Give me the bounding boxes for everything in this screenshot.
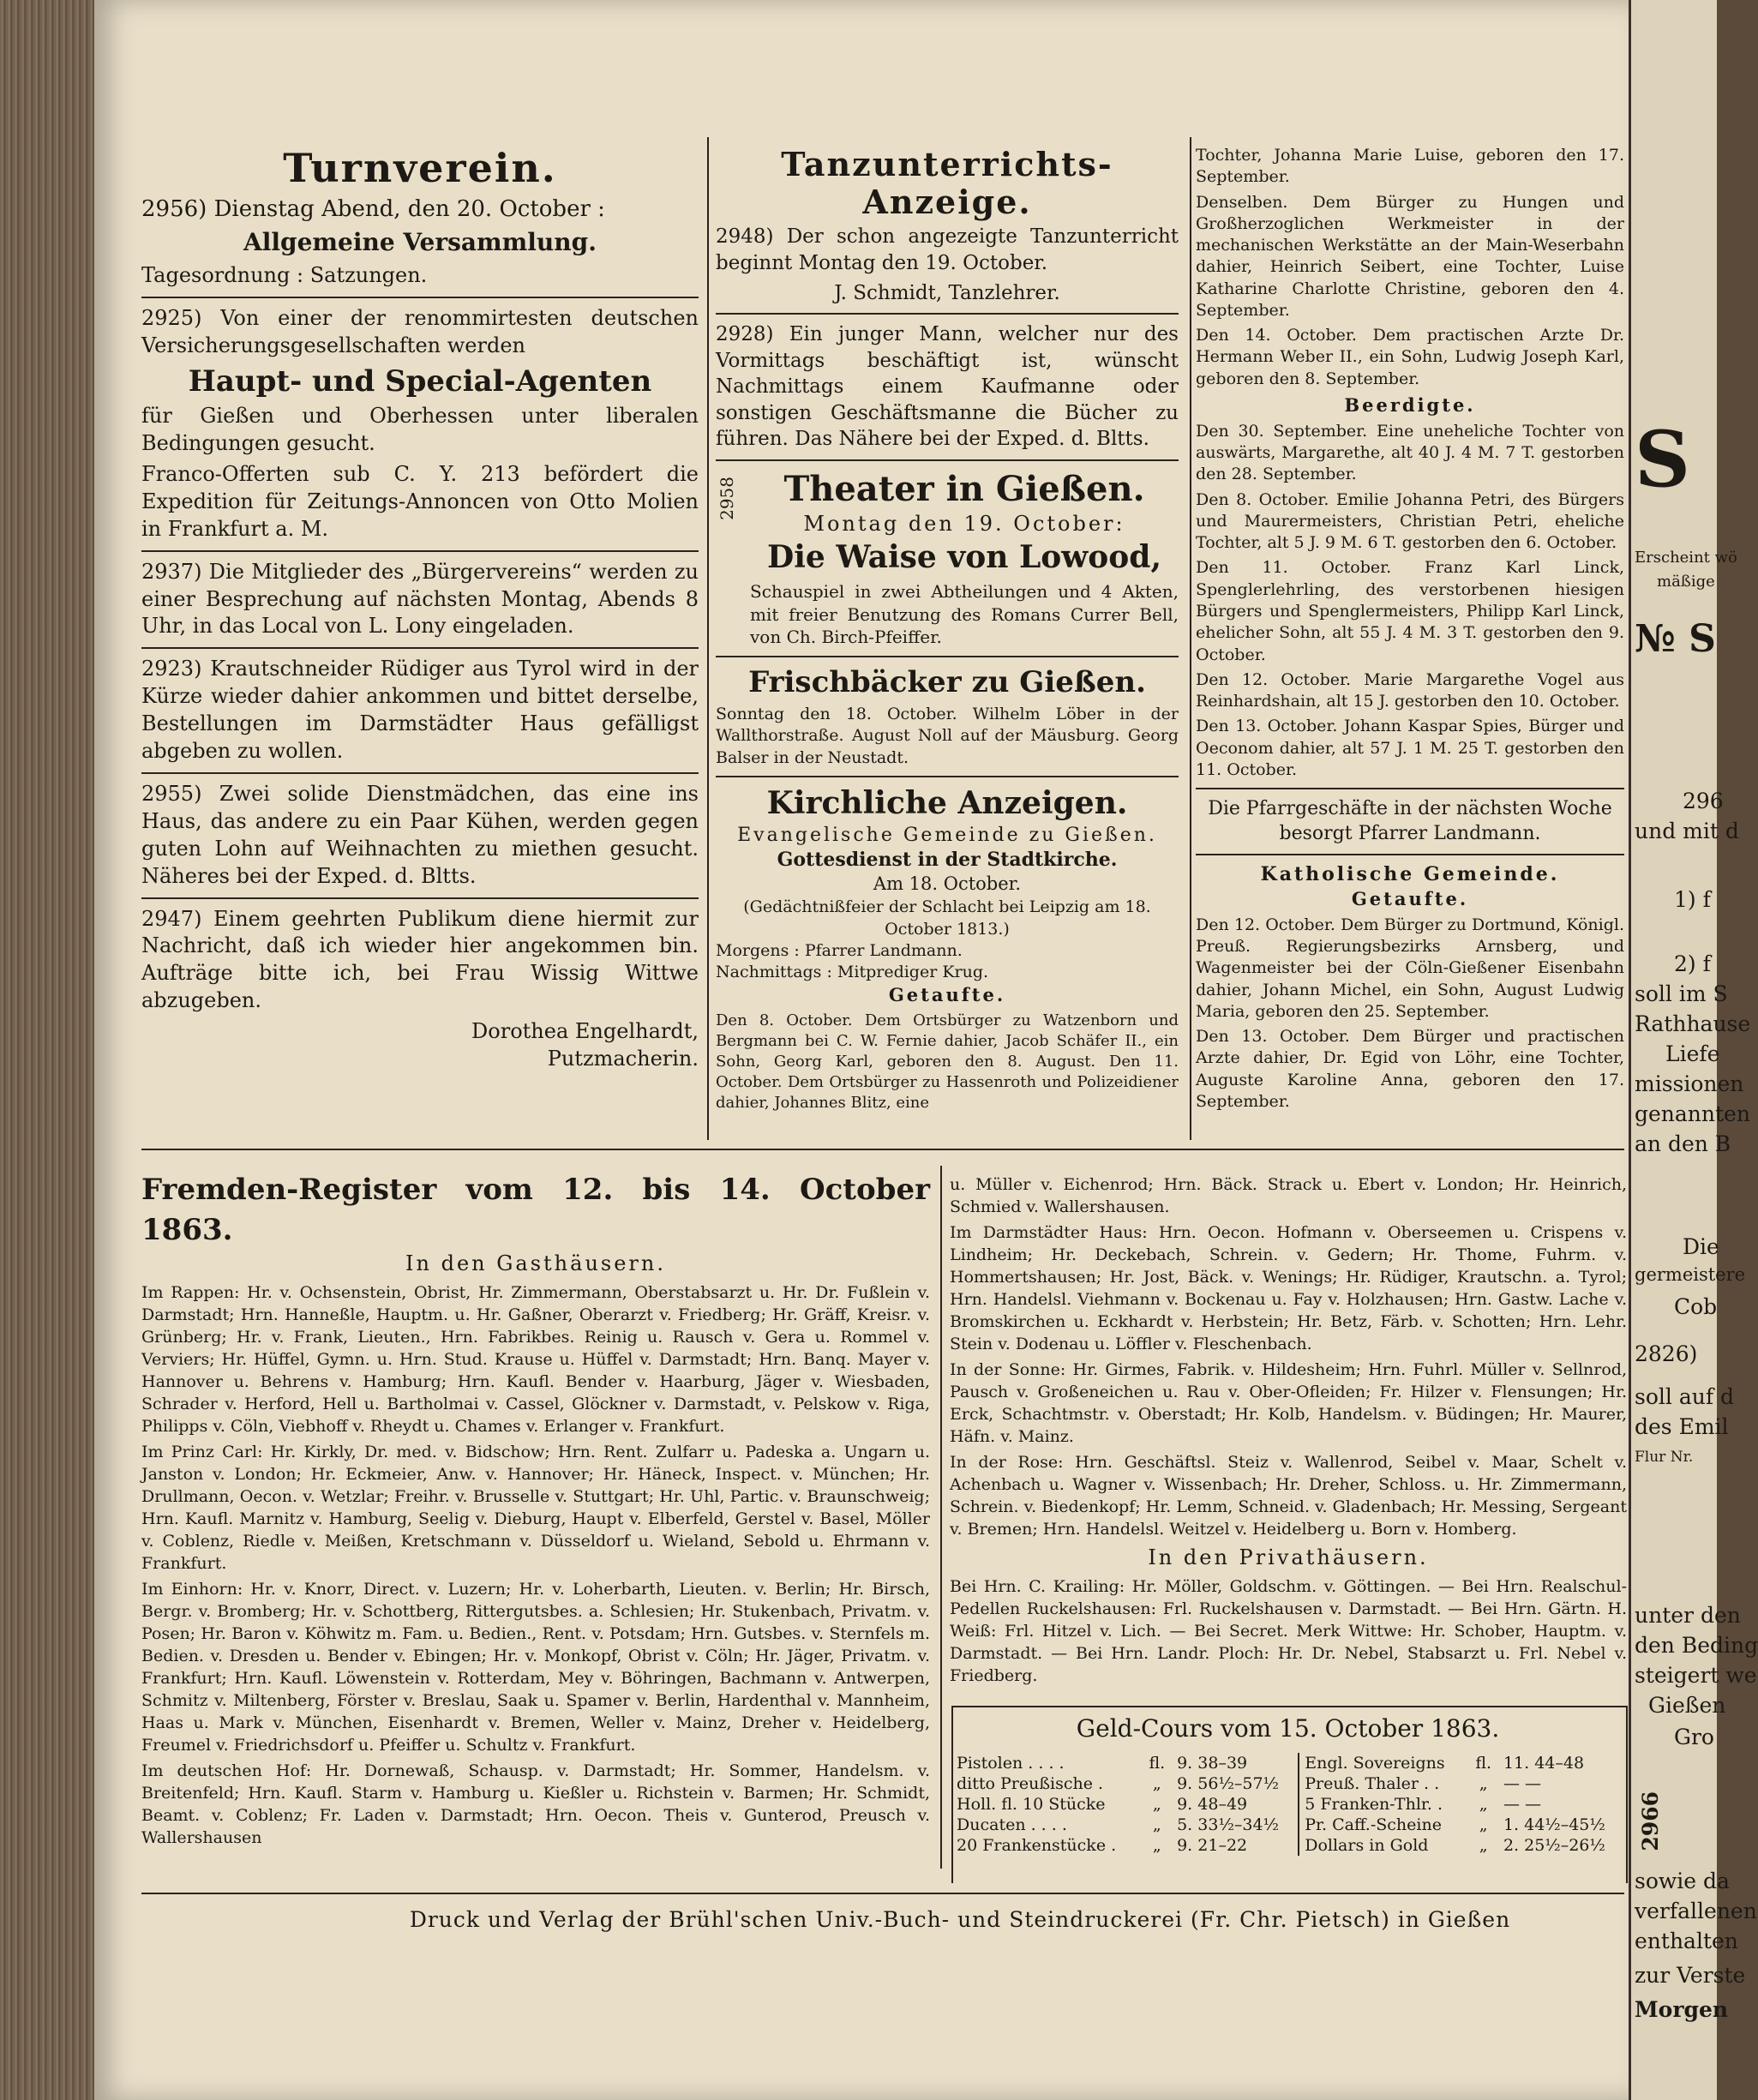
np-line: an den B: [1635, 1131, 1731, 1156]
fremden-privathaeuser: In den Privathäusern.: [1148, 1545, 1429, 1570]
geld-cell: „: [1479, 1836, 1488, 1855]
fremden-title: Fremden-Register vom 12. bis 14. October 1863.: [141, 1173, 930, 1247]
ad-2925-intro: 2925) Von einer der renommirtesten deutschen Versicherungsgesellschaften werden: [141, 305, 699, 357]
divider: [141, 647, 699, 649]
fremden-prinz-carl: Im Prinz Carl: Hr. Kirkly, Dr. med. v. Bidschow; Hrn. Rent. Zulfarr u. Padeska a. Ungarn u. Janston v. London; Hr. Eckmeier, Anw. v. Hannover; Hr. Häneck, Inspect. v. München; Hr. Drullmann, Oecon. v. Wetzlar; Freihr. v. Brusselle v. Stuttgart; Hr. Uhl, Partic. v. Braunschweig; Hrn. Kaufl. Marnitz v. Hamburg, Seelig v. Dieburg, Haupt v. Elberfeld, Gerstel v. Basel, Möller v. Coblenz, Riedle v. Meißen, Kretschmann v. Düsseldorf u. Wieland, Sebold u. Ehrmann v. Frankfurt.: [141, 1443, 930, 1574]
fremden-darmstaedter-haus: Im Darmstädter Haus: Hrn. Oecon. Hofmann v. Oberseemen u. Crispens v. Lindheim; Hr. Deckebach, Schrein. v. Gedern; Hr. Thome, Fuhrm. v. Hommertshausen; Hr. Jost, Bäck. v. Wenings; Hr. Rüdiger, Krautschn. a. Tyrol; Hrn. Handelsl. Viehmann v. Bockenau u. Fay v. Holzhausen; Hrn. Gastw. Lache v. Bromskirchen u. Eckhardt v. Herbstein; Hr. Betz, Färb. v. Schotten; Hrn. Lehr. Stein v. Dodenau u. Löffler v. Fleschenbach.: [950, 1223, 1627, 1354]
geld-cell: „: [1152, 1815, 1161, 1834]
turnverein-date: 2956) Dienstag Abend, den 20. October :: [141, 195, 605, 222]
geld-row: [951, 1794, 1624, 1815]
np-big: S: [1635, 414, 1690, 505]
geld-cell: fl.: [1149, 1754, 1166, 1773]
ad-2947-signature-title: Putzmacherin.: [547, 1047, 699, 1071]
turnverein-agenda: Tagesordnung : Satzungen.: [141, 262, 428, 287]
np-line: steigert we: [1635, 1663, 1757, 1688]
column-divider: [707, 137, 709, 1140]
np-line: soll auf d: [1635, 1384, 1735, 1409]
geld-cours-title: Geld-Cours vom 15. October 1863.: [1076, 1714, 1500, 1743]
np-line: 296: [1683, 789, 1724, 813]
np-line: unter den: [1635, 1603, 1741, 1628]
geld-cell: 9. 48–49: [1172, 1794, 1299, 1815]
ad-2925-contact: Franco-Offerten sub C. Y. 213 befördert die Expedition für Zeitungs-Annoncen von Otto Molien in Frankfurt a. M.: [141, 461, 699, 541]
frisch-text: Sonntag den 18. October. Wilhelm Löber in der Wallthorstraße. August Noll auf der Mäusburg. Georg Balser in der Neustadt.: [716, 705, 1179, 767]
geld-cell: 11. 44–48: [1503, 1754, 1585, 1773]
fremden-gasthaeuser: In den Gasthäusern.: [405, 1251, 666, 1276]
fremden-register-left: [141, 1170, 930, 1852]
geld-row: [951, 1835, 1624, 1856]
column-2: [716, 146, 1179, 1117]
geld-row: [951, 1753, 1624, 1773]
divider: [1196, 854, 1624, 855]
divider: [716, 656, 1179, 657]
geld-cell: „: [1152, 1836, 1161, 1855]
np-line: soll im S: [1635, 981, 1728, 1006]
geld-row: [951, 1815, 1624, 1835]
theater-play: Die Waise von Lowood,: [766, 538, 1162, 575]
col3-p2: Denselben. Dem Bürger zu Hungen und Großherzoglichen Werkmeister in der mechanischen Werkstätte an der Main-Weserbahn dahier, Heinrich Seibert, eine Tochter, Luise Katharine Charlotte Christine, geboren den 4. September.: [1196, 192, 1624, 320]
theater-number: 2958: [717, 477, 737, 520]
divider: [1196, 788, 1624, 789]
geld-cell: ditto Preußische .: [957, 1774, 1104, 1793]
footer-divider: [141, 1893, 1624, 1894]
geld-cell: — —: [1503, 1795, 1541, 1814]
np-line: № S: [1635, 617, 1716, 661]
ad-2937: 2937) Die Mitglieder des „Bürgervereins“ werden zu einer Besprechung auf nächsten Montag, Abends 8 Uhr, in das Local von L. Lony eingeladen.: [141, 559, 699, 639]
fremden-register-right: [950, 1170, 1627, 1690]
kirch-feier: (Gedächtnißfeier der Schlacht bei Leipzig am 18. October 1813.): [743, 897, 1151, 939]
divider: [716, 459, 1179, 461]
kirch-nachmittags: Nachmittags : Mitprediger Krug.: [716, 963, 989, 982]
ad-2925-headline: Haupt- und Special-Agenten: [188, 363, 652, 399]
np-line: germeistere: [1635, 1264, 1746, 1285]
kath-getaufte: Getaufte.: [1351, 887, 1469, 909]
np-line: mäßige: [1657, 573, 1715, 591]
kirch-getaufte: Getaufte.: [888, 984, 1006, 1006]
geld-cell: 1. 44½–45½: [1503, 1815, 1605, 1834]
geld-cell: 2. 25½–26½: [1503, 1836, 1605, 1855]
geld-cell: „: [1152, 1774, 1161, 1793]
geld-cours-table: [951, 1753, 1624, 1856]
geld-cell: 9. 21–22: [1172, 1835, 1299, 1856]
np-line: missionen: [1635, 1071, 1744, 1096]
beerdigte-5: Den 13. October. Johann Kaspar Spies, Bürger und Oeconom dahier, alt 57 J. 1 M. 25 T. gestorben den 11. October.: [1196, 717, 1624, 779]
geld-cell: 20 Frankenstücke .: [957, 1836, 1117, 1855]
ad-2928: 2928) Ein junger Mann, welcher nur des Vormittags beschäftigt ist, wünscht Nachmittags einem Kaufmanne oder sonstigen Geschäftsmanne die Bücher zu führen. Das Nähere bei der Exped. d. Bltts.: [716, 323, 1179, 451]
beerdigte-2: Den 8. October. Emilie Johanna Petri, des Bürgers und Maurermeisters, Christian Petri, eheliche Tochter, alt 5 J. 9 M. 6 T. gestorben den 6. October.: [1196, 489, 1624, 553]
geld-cell: fl.: [1475, 1754, 1492, 1773]
tanz-signature: J. Schmidt, Tanzlehrer.: [834, 281, 1060, 304]
geld-cell: Ducaten . . . .: [957, 1815, 1067, 1834]
tanz-text: 2948) Der schon angezeigte Tanzunterricht beginnt Montag den 19. October.: [716, 225, 1179, 274]
fremden-cont: u. Müller v. Eichenrod; Hrn. Bäck. Strack u. Ebert v. London; Hr. Heinrich, Schmied v. Wallershausen.: [950, 1175, 1627, 1217]
section-divider: [141, 1149, 1624, 1150]
divider: [141, 897, 699, 899]
theater-desc: Schauspiel in zwei Abtheilungen und 4 Akten, mit freier Benutzung des Romans Currer Bell, von Ch. Birch-Pfeiffer.: [750, 580, 1179, 648]
kirch-morgens: Morgens : Pfarrer Landmann.: [716, 940, 963, 960]
geld-cell: Engl. Sovereigns: [1305, 1754, 1445, 1773]
theater-date: Montag den 19. October:: [803, 512, 1125, 536]
theater-notice: [716, 468, 1179, 649]
ad-2923: 2923) Krautschneider Rüdiger aus Tyrol wird in der Kürze wieder dahier ankommen und bittet derselbe, Bestellungen im Darmstädter Haus gefälligst abgeben zu wollen.: [141, 657, 699, 764]
turnverein-meeting: Allgemeine Versammlung.: [243, 228, 597, 257]
np-line: den Beding: [1635, 1633, 1758, 1658]
beerdigte-heading: Beerdigte.: [1344, 393, 1476, 416]
np-line: 2) f: [1674, 951, 1711, 976]
frisch-title: Frischbäcker zu Gießen.: [748, 664, 1146, 699]
kirch-getaufte-text: Den 8. October. Dem Ortsbürger zu Watzenborn und Bergmann bei C. W. Fernie dahier, Jacob Schäfer II., ein Sohn, Georg Karl, geboren den 8. August. Den 11. October. Dem Ortsbürger zu Hassenroth und Polizeidiener dahier, Johannes Blitz, eine: [716, 1011, 1179, 1113]
np-line: Rathhause: [1635, 1011, 1751, 1036]
ad-2955: 2955) Zwei solide Dienstmädchen, das eine ins Haus, das andere zu ein Paar Kühen, werden gegen guten Lohn auf Weihnachten zu miethen gesucht. Näheres bei der Exped. d. Bltts.: [141, 781, 699, 888]
geld-cell: Dollars in Gold: [1305, 1836, 1429, 1855]
turnverein-title: Turnverein.: [283, 145, 557, 191]
np-line: Flur Nr.: [1635, 1449, 1694, 1466]
geld-cell: „: [1479, 1774, 1488, 1793]
kirch-title: Kirchliche Anzeigen.: [766, 784, 1128, 821]
kirch-gemeinde: Evangelische Gemeinde zu Gießen.: [737, 824, 1157, 846]
fremden-rappen: Im Rappen: Hr. v. Ochsenstein, Obrist, Hr. Zimmermann, Oberstabsarzt u. Hr. Dr. Fußlein v. Darmstadt; Hrn. Hanneßle, Hauptm. u. Hr. Gaßner, Oberarzt v. Friedberg; Hr. Gräff, Kreisr. v. Grünberg; Hr. v. Frank, Lieuten., Hrn. Fabrikbes. Reinig u. Rausch v. Gera u. Rommel v. Verviers; Hr. Hüffel, Gymn. u. Hrn. Stud. Krause u. Hüffel v. Darmstadt; Hrn. Banq. Mayer v. Hannover u. Behrens v. Hamburg; Hrn. Kaufl. Bender v. Haarburg, Jäger v. Wiesbaden, Schrader v. Herford, Hell u. Bartholmai v. Cassel, Glöckner v. Darmstadt, v. Pelskow v. Riga, Philipps v. Cöln, Viebhoff v. Rheydt u. Chames v. Erlanger v. Frankfurt.: [141, 1283, 930, 1437]
book-page-edges: [0, 0, 101, 2100]
fremden-rose: In der Rose: Hrn. Geschäftsl. Steiz v. Wallenrod, Seibel v. Maar, Schelt v. Achenbach u. Wagner v. Wissenbach; Hr. Dreher, Schloss. u. Hr. Zimmermann, Schrein. v. Biedenkopf; Hr. Lemm, Schneid. v. Gladenbach; Hr. Messing, Sergeant v. Bremen; Hrn. Handelsl. Weitzel v. Heidelberg u. Born v. Homberg.: [950, 1453, 1627, 1539]
geld-cell: Pr. Caff.-Scheine: [1305, 1815, 1442, 1834]
beerdigte-3: Den 11. October. Franz Karl Linck, Spenglerlehrling, des verstorbenen hiesigen Bürgers und Spenglermeisters, Philipp Karl Linck, ehelicher Sohn, alt 55 J. 4 M. 3 T. gestorben den 9. October.: [1196, 558, 1624, 664]
np-line: enthalten: [1635, 1929, 1738, 1953]
geld-row: [951, 1773, 1624, 1794]
fremden-einhorn: Im Einhorn: Hr. v. Knorr, Direct. v. Luzern; Hr. v. Loherbarth, Lieuten. v. Berlin; Hr. Birsch, Bergr. v. Bromberg; Hr. v. Schottberg, Rittergutsbes. a. Schlesien; Hr. Stukenbach, Privatm. v. Posen; Hr. Baron v. Köhwitz m. Fam. u. Bedien., Rent. v. Potsdam; Hrn. Gutsbes. v. Sternfels m. Bedien. v. Dresden u. Bender v. Ebingen; Hr. v. Monkopf, Obrist v. Cöln; Hr. Jäger, Privatm. v. Frankfurt; Hrn. Kaufl. Löwenstein v. Rotterdam, Mey v. Böhringen, Bachmann v. Antwerpen, Schmitz v. Miltenberg, Förster v. Breslau, Saak u. Spamer v. Berlin, Hardenthal v. Mannheim, Haas u. Mark v. München, Eisenhardt v. Bremen, Weller v. Mainz, Dreher v. Heidelberg, Freumel v. Friedrichsdorf u. Pfeiffer u. Schultz v. Frankfurt.: [141, 1580, 930, 1755]
np-line: und mit d: [1635, 819, 1739, 843]
divider: [141, 550, 699, 552]
theater-title: Theater in Gießen.: [783, 469, 1145, 509]
column-divider: [1190, 137, 1191, 1140]
divider: [716, 313, 1179, 315]
geld-cell: „: [1479, 1795, 1488, 1814]
np-line: 2966: [1638, 1791, 1663, 1851]
ad-2925-body: für Gießen und Oberhessen unter liberalen Bedingungen gesucht.: [141, 404, 699, 455]
col3-p3: Den 14. October. Dem practischen Arzte Dr. Hermann Weber II., ein Sohn, Ludwig Joseph Karl, geboren den 8. September.: [1196, 326, 1624, 388]
ad-2947-signature-name: Dorothea Engelhardt,: [471, 1019, 699, 1044]
np-line: 1) f: [1674, 887, 1711, 912]
geld-cell: 5 Franken-Thlr. .: [1305, 1795, 1443, 1814]
np-line: 2826): [1635, 1341, 1698, 1366]
adjacent-page: [1629, 0, 1758, 2100]
tanz-title: Tanzunterrichts-Anzeige.: [781, 145, 1113, 221]
kirch-gottesdienst: Gottesdienst in der Stadtkirche.: [777, 849, 1118, 872]
geld-cell: Holl. fl. 10 Stücke: [957, 1795, 1106, 1814]
np-line: genannten: [1635, 1101, 1750, 1126]
beerdigte-4: Den 12. October. Marie Margarethe Vogel aus Reinhardshain, alt 15 J. gestorben den 10. October.: [1196, 669, 1624, 711]
geld-cell: 9. 56½–57½: [1172, 1773, 1299, 1794]
np-line: zur Verste: [1635, 1963, 1746, 1988]
geld-cell: — —: [1503, 1774, 1541, 1793]
divider: [141, 772, 699, 774]
ad-2947: 2947) Einem geehrten Publikum diene hiermit zur Nachricht, daß ich wieder hier angekommen bin. Aufträge bitte ich, bei Frau Wissig Wittwe abzugeben.: [141, 906, 699, 1013]
geld-cell: „: [1479, 1815, 1488, 1834]
geld-cell: Preuß. Thaler . .: [1305, 1774, 1440, 1793]
np-line: verfallenen: [1635, 1899, 1757, 1923]
imprint: Druck und Verlag der Brühl'schen Univ.-Buch- und Steindruckerei (Fr. Chr. Pietsch) in Gießen: [409, 1907, 1511, 1932]
divider: [141, 297, 699, 298]
kath-heading: Katholische Gemeinde.: [1260, 862, 1560, 885]
column-divider: [940, 1166, 942, 1869]
np-line: Cob: [1674, 1294, 1718, 1319]
geld-cell: 5. 33½–34½: [1172, 1815, 1299, 1835]
beerdigte-1: Den 30. September. Eine uneheliche Tochter von auswärts, Margarethe, alt 40 J. 4 M. 7 T. gestorben den 28. September.: [1196, 421, 1624, 484]
np-line: Gießen: [1648, 1693, 1726, 1718]
column-1: [141, 146, 699, 1073]
geld-cell: Pistolen . . . .: [957, 1754, 1065, 1773]
np-line: Die: [1683, 1234, 1719, 1259]
column-3: [1196, 141, 1624, 1116]
np-line: Morgen: [1635, 1997, 1729, 2022]
fremden-sonne: In der Sonne: Hr. Girmes, Fabrik. v. Hildesheim; Hrn. Fuhrl. Müller v. Sellnrod, Pausch v. Großeneichen u. Rau v. Ober-Ofleiden; Fr. Hilzer v. Flensungen; Hr. Erck, Schachtmstr. v. Oberstadt; Hr. Kolb, Handelsm. v. Büdingen; Hr. Maurer, Häfn. v. Mainz.: [950, 1360, 1627, 1447]
np-line: Gro: [1674, 1725, 1714, 1749]
divider: [716, 776, 1179, 777]
kirch-date: Am 18. October.: [873, 873, 1022, 895]
fremden-privat-text: Bei Hrn. C. Krailing: Hr. Möller, Goldschm. v. Göttingen. — Bei Hrn. Realschul-Pedellen Ruckelshausen: Frl. Ruckelshausen v. Darmstadt. — Bei Hrn. Gärtn. H. Weiß: Frl. Hitzel v. Lich. — Bei Secret. Merk Wittwe: Hr. Schober, Hauptm. v. Darmstadt. — Bei Hrn. Landr. Ploch: Hr. Dr. Nebel, Stabsarzt u. Frl. Nebel v. Friedberg.: [950, 1577, 1627, 1686]
geld-cell: 9. 38–39: [1172, 1753, 1299, 1773]
geld-cell: „: [1152, 1795, 1161, 1814]
np-line: sowie da: [1635, 1869, 1730, 1893]
col3-p1: Tochter, Johanna Marie Luise, geboren den 17. September.: [1196, 146, 1624, 187]
pfarr-notice: Die Pfarrgeschäfte in der nächsten Woche besorgt Pfarrer Landmann.: [1208, 798, 1612, 845]
np-line: des Emil: [1635, 1414, 1729, 1439]
kath-2: Den 13. October. Dem Bürger und practischen Arzte dahier, Dr. Egid von Löhr, eine Tochter, Auguste Karoline Anna, geboren den 17. September.: [1196, 1027, 1624, 1111]
np-line: Erscheint wö: [1635, 549, 1737, 567]
kath-1: Den 12. October. Dem Bürger zu Dortmund, Königl. Preuß. Regierungsbezirks Arnsberg, und Wagenmeister bei der Cöln-Gießener Eisenbahn dahier, Johann Michel, ein Sohn, August Ludwig Maria, geboren den 25. September.: [1196, 915, 1624, 1021]
np-line: Liefe: [1665, 1041, 1720, 1066]
fremden-deutscher-hof: Im deutschen Hof: Hr. Dornewaß, Schausp. v. Darmstadt; Hr. Sommer, Handelsm. v. Breitenfeld; Hrn. Kaufl. Starm v. Hamburg u. Kießler u. Richstein v. Barmen; Hr. Schmidt, Beamt. v. Coblenz; Fr. Laden v. Darmstadt; Hrn. Oecon. Theis v. Gunterod, Preusch v. Wallershausen: [141, 1761, 930, 1848]
